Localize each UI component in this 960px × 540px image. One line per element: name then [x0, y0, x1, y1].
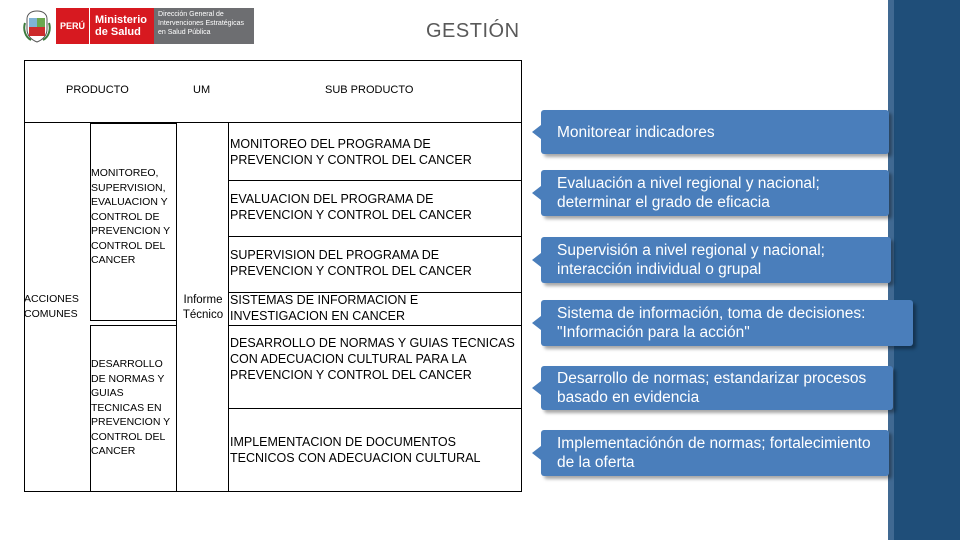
callout-text-1: Monitorear indicadores: [557, 124, 715, 141]
row-divider-4: [228, 325, 522, 326]
subproduct-3: SUPERVISION DEL PROGRAMA DE PREVENCION Y CONTROL DEL CANCER: [230, 248, 472, 278]
column-divider-subproducto: [228, 123, 229, 492]
callout-implementacion: [541, 430, 889, 476]
callout-text-2: Evaluación a nivel regional y nacional; determinar el grado de eficacia: [557, 175, 820, 211]
coat-of-arms-icon: [22, 9, 52, 43]
um-value: Informe Técnico: [182, 294, 224, 321]
subproduct-4: SISTEMAS DE INFORMACION E INVESTIGACION EN CANCER: [230, 293, 419, 323]
callout-text-4: Sistema de información, toma de decisiones: "Información para la acción": [557, 305, 866, 341]
header-subproducto: SUB PRODUCTO: [325, 84, 414, 96]
callout-monitoreo: [541, 110, 889, 154]
ministry-logo: [22, 8, 254, 44]
page-title: GESTIÓN: [426, 20, 520, 42]
logo-country: PERÚ: [56, 8, 90, 44]
row-divider-2: [228, 236, 522, 237]
product-2: DESARROLLO DE NORMAS Y GUIAS TECNICAS EN PREVENCION Y CONTROL DEL CANCER: [91, 358, 170, 457]
group-label: ACCIONES COMUNES: [24, 293, 79, 320]
callout-desarrollo: [541, 366, 893, 410]
logo-directorate: Dirección General de Intervenciones Estratégicas en Salud Pública: [154, 8, 254, 44]
subproduct-5: DESARROLLO DE NORMAS Y GUIAS TECNICAS CON ADECUACION CULTURAL PARA LA PREVENCION Y CONTROL DEL CANCER: [230, 336, 515, 382]
row-divider-5: [228, 408, 522, 409]
row-divider-1: [228, 180, 522, 181]
product-1: MONITOREO, SUPERVISION, EVALUACION Y CONTROL DE PREVENCION Y CONTROL DEL CANCER: [91, 167, 170, 266]
header-producto: PRODUCTO: [66, 84, 129, 96]
callout-text-6: Implementaciónón de normas; fortalecimiento de la oferta: [557, 435, 871, 471]
callout-evaluacion: [541, 170, 889, 216]
subproduct-1: MONITOREO DEL PROGRAMA DE PREVENCION Y CONTROL DEL CANCER: [230, 137, 472, 167]
subproduct-6: IMPLEMENTACION DE DOCUMENTOS TECNICOS CON ADECUACION CULTURAL: [230, 435, 481, 465]
logo-ministry-block: [56, 8, 154, 44]
header-um: UM: [193, 84, 211, 96]
callout-text-5: Desarrollo de normas; estandarizar procesos basado en evidencia: [557, 370, 867, 406]
callout-sistema: [541, 300, 913, 346]
logo-ministry: Ministerio de Salud: [95, 14, 147, 38]
right-side-band: [888, 0, 960, 540]
callout-text-3: Supervisión a nivel regional y nacional; interacción individual o grupal: [557, 242, 825, 278]
subproduct-2: EVALUACION DEL PROGRAMA DE PREVENCION Y CONTROL DEL CANCER: [230, 192, 472, 222]
callout-supervision: [541, 237, 891, 283]
